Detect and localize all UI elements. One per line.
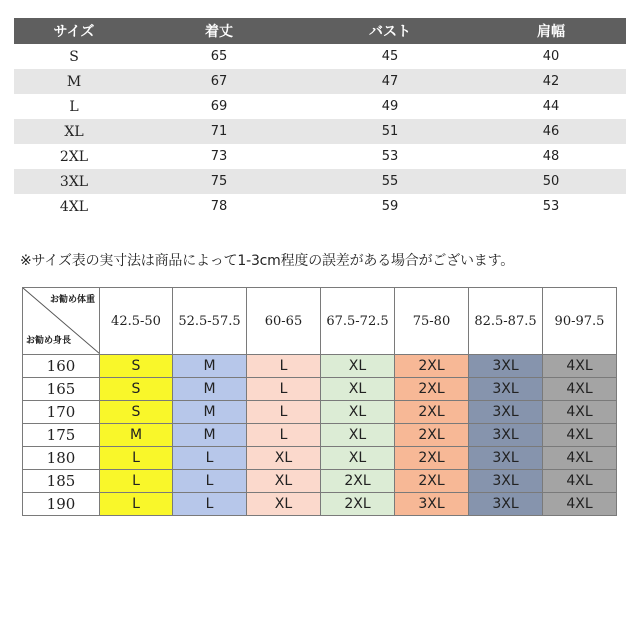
length-cell: 67 [134,69,304,94]
shoulder-cell: 42 [476,69,626,94]
size-cell: 2XL [321,470,395,493]
bust-cell: 53 [304,144,476,169]
size-cell: 4XL [543,355,617,378]
table-row [14,144,626,169]
size-cell: M [173,424,247,447]
weight-header-row [23,288,617,355]
header-shoulder: 肩幅 [476,18,626,44]
size-cell: M [173,378,247,401]
size-cell: 2XL [395,378,469,401]
size-cell: L [100,470,173,493]
size-cell: M [173,401,247,424]
size-cell: L [173,470,247,493]
size-cell: 3XL [395,493,469,516]
size-cell: 4XL [543,470,617,493]
size-cell: XL [321,378,395,401]
size-cell: XL [14,119,134,144]
shoulder-cell: 50 [476,169,626,194]
shoulder-cell: 48 [476,144,626,169]
weight-header: 82.5-87.5 [469,288,543,355]
size-cell: 3XL [469,424,543,447]
size-cell: L [173,493,247,516]
table-row [14,169,626,194]
measurement-note: ※サイズ表の実寸法は商品によって1-3cm程度の誤差がある場合がございます。 [20,253,515,269]
table-row [14,194,626,219]
size-cell: 2XL [395,355,469,378]
size-cell: XL [247,493,321,516]
header-size: サイズ [14,18,134,44]
size-cell: 4XL [543,401,617,424]
size-cell: 3XL [469,378,543,401]
height-label: 175 [23,424,100,447]
size-cell: 4XL [14,194,134,219]
size-cell: 3XL [469,355,543,378]
recommendation-table [22,287,617,516]
table-row [23,447,617,470]
size-cell: XL [321,424,395,447]
weight-header: 75-80 [395,288,469,355]
length-cell: 71 [134,119,304,144]
table-row [23,401,617,424]
shoulder-cell: 53 [476,194,626,219]
size-cell: 4XL [543,447,617,470]
size-cell: 3XL [469,470,543,493]
size-cell: M [14,69,134,94]
weight-header: 90-97.5 [543,288,617,355]
shoulder-cell: 46 [476,119,626,144]
height-label: 185 [23,470,100,493]
size-cell: 2XL [395,424,469,447]
weight-header: 52.5-57.5 [173,288,247,355]
corner-weight-label: お勧め体重 [49,295,95,305]
size-cell: L [100,493,173,516]
height-label: 190 [23,493,100,516]
table-row [14,69,626,94]
table-row [14,44,626,69]
length-cell: 78 [134,194,304,219]
length-cell: 69 [134,94,304,119]
size-cell: 2XL [395,401,469,424]
size-cell: L [247,424,321,447]
length-cell: 65 [134,44,304,69]
size-cell: M [100,424,173,447]
size-cell: 2XL [395,470,469,493]
size-cell: 3XL [469,447,543,470]
size-cell: L [247,378,321,401]
size-cell: S [14,44,134,69]
table-row [14,94,626,119]
height-label: 165 [23,378,100,401]
size-cell: 2XL [395,447,469,470]
bust-cell: 49 [304,94,476,119]
size-cell: 4XL [543,424,617,447]
size-table [14,18,626,219]
height-label: 180 [23,447,100,470]
size-cell: XL [321,447,395,470]
size-cell: L [14,94,134,119]
size-cell: L [247,355,321,378]
bust-cell: 55 [304,169,476,194]
table-row [23,424,617,447]
size-cell: 3XL [14,169,134,194]
bust-cell: 45 [304,44,476,69]
size-cell: XL [247,470,321,493]
size-cell: 3XL [469,401,543,424]
header-length: 着丈 [134,18,304,44]
size-cell: S [100,401,173,424]
header-bust: バスト [304,18,476,44]
table-row [23,493,617,516]
bust-cell: 51 [304,119,476,144]
table-row [23,378,617,401]
weight-header: 42.5-50 [100,288,173,355]
size-cell: 2XL [321,493,395,516]
size-cell: 4XL [543,378,617,401]
size-cell: 4XL [543,493,617,516]
height-label: 170 [23,401,100,424]
length-cell: 75 [134,169,304,194]
weight-header: 67.5-72.5 [321,288,395,355]
table-row [23,355,617,378]
bust-cell: 47 [304,69,476,94]
size-cell: XL [321,355,395,378]
size-cell: L [100,447,173,470]
length-cell: 73 [134,144,304,169]
size-cell: S [100,355,173,378]
weight-header: 60-65 [247,288,321,355]
shoulder-cell: 44 [476,94,626,119]
corner-height-label: お勧め身長 [26,336,72,346]
size-cell: XL [247,447,321,470]
size-cell: L [247,401,321,424]
size-table-header [14,18,626,44]
size-cell: 3XL [469,493,543,516]
bust-cell: 59 [304,194,476,219]
height-label: 160 [23,355,100,378]
table-row [14,119,626,144]
size-cell: L [173,447,247,470]
size-cell: XL [321,401,395,424]
size-cell: 2XL [14,144,134,169]
size-cell: M [173,355,247,378]
corner-header [23,288,100,355]
shoulder-cell: 40 [476,44,626,69]
size-cell: S [100,378,173,401]
table-row [23,470,617,493]
